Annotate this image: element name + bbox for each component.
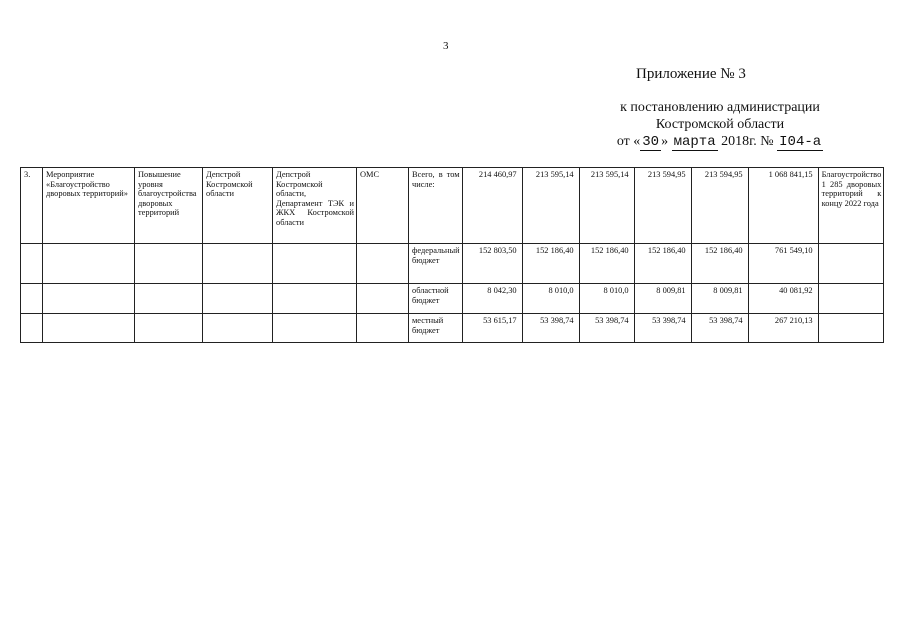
resolution-line-1: к постановлению администрации bbox=[620, 100, 820, 115]
value-cell: 152 186,40 bbox=[579, 244, 634, 284]
value-cell: 53 615,17 bbox=[462, 314, 522, 343]
value-cell: 214 460,97 bbox=[462, 168, 522, 244]
value-total-cell: 1 068 841,15 bbox=[748, 168, 818, 244]
value-cell: 53 398,74 bbox=[691, 314, 748, 343]
funding-source: областной бюджет bbox=[409, 284, 463, 314]
value-cell: 53 398,74 bbox=[579, 314, 634, 343]
value-cell: 213 595,14 bbox=[579, 168, 634, 244]
expected-result: Благоустройство 1 285 дворовых территорий к концу 2022 года bbox=[818, 168, 884, 244]
table-row-total bbox=[21, 168, 884, 244]
value-cell: 53 398,74 bbox=[634, 314, 691, 343]
funding-source: Всего, в том числе: bbox=[409, 168, 463, 244]
date-mid: » bbox=[661, 134, 669, 149]
resolution-block bbox=[570, 99, 870, 151]
appendix-title: Приложение № 3 bbox=[636, 66, 746, 82]
value-cell: 8 010,0 bbox=[579, 284, 634, 314]
value-cell: 213 594,95 bbox=[634, 168, 691, 244]
value-cell: 8 010,0 bbox=[522, 284, 579, 314]
funding-source: федеральный бюджет bbox=[409, 244, 463, 284]
funding-source: местный бюджет bbox=[409, 314, 463, 343]
date-month: марта bbox=[673, 134, 716, 150]
responsible-executor: Депстрой Костромской области, Департамент ТЭК и ЖКХ Костромской области bbox=[273, 168, 357, 244]
date-day: 30 bbox=[642, 134, 660, 150]
table-row-local bbox=[21, 314, 884, 343]
value-total-cell: 761 549,10 bbox=[748, 244, 818, 284]
measure-name: Мероприятие «Благоустройство дворовых территорий» bbox=[43, 168, 135, 244]
page-number: 3 bbox=[443, 40, 449, 52]
value-cell: 152 803,50 bbox=[462, 244, 522, 284]
date-prefix: от « bbox=[616, 134, 641, 149]
value-cell: 213 594,95 bbox=[691, 168, 748, 244]
value-cell: 152 186,40 bbox=[691, 244, 748, 284]
table-row-regional bbox=[21, 284, 884, 314]
budget-table bbox=[20, 167, 884, 343]
responsible-customer: Депстрой Костромской области bbox=[203, 168, 273, 244]
value-cell: 213 595,14 bbox=[522, 168, 579, 244]
row-number: 3. bbox=[21, 168, 43, 244]
resolution-line-2: Костромской области bbox=[655, 117, 785, 132]
value-cell: 8 042,30 bbox=[462, 284, 522, 314]
value-total-cell: 267 210,13 bbox=[748, 314, 818, 343]
value-cell: 152 186,40 bbox=[634, 244, 691, 284]
value-cell: 152 186,40 bbox=[522, 244, 579, 284]
value-total-cell: 40 081,92 bbox=[748, 284, 818, 314]
document-number: I04-а bbox=[779, 134, 822, 150]
co-executor: ОМС bbox=[357, 168, 409, 244]
date-year: 2018г. № bbox=[721, 134, 774, 149]
value-cell: 8 009,81 bbox=[691, 284, 748, 314]
value-cell: 53 398,74 bbox=[522, 314, 579, 343]
table-row-federal bbox=[21, 244, 884, 284]
measure-goal: Повышение уровня благоустройства дворовых территорий bbox=[135, 168, 203, 244]
value-cell: 8 009,81 bbox=[634, 284, 691, 314]
resolution-date-line bbox=[570, 133, 870, 151]
